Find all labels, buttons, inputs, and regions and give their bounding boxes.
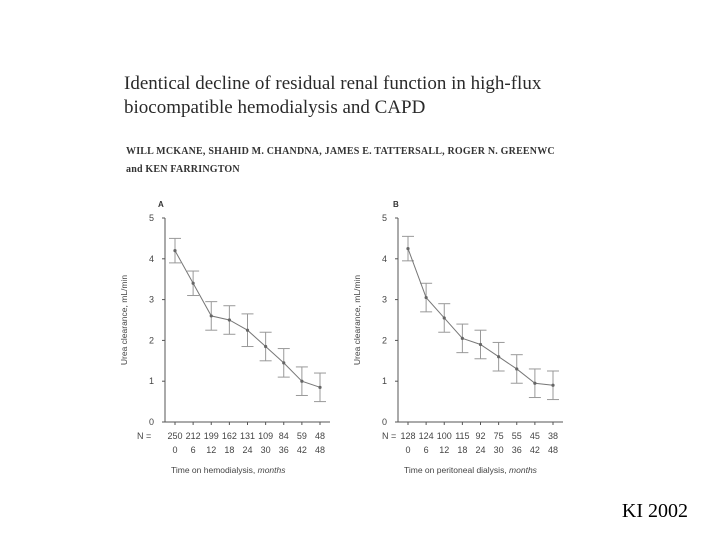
data-point (533, 382, 536, 385)
n-value: 212 (185, 431, 201, 441)
n-value: 250 (167, 431, 183, 441)
x-axis-label-main: Time on peritoneal dialysis, (404, 465, 510, 475)
x-axis-label (404, 465, 538, 475)
y-tick-label: 5 (149, 213, 155, 223)
data-point (406, 247, 409, 250)
citation: KI 2002 (621, 500, 688, 522)
n-value: 115 (455, 431, 470, 441)
x-axis-label-unit: months (257, 465, 286, 475)
x-tick-label: 36 (278, 445, 289, 455)
x-tick-label: 24 (242, 445, 253, 455)
x-tick-label: 0 (172, 445, 178, 455)
data-point (497, 355, 500, 358)
y-tick-label: 4 (382, 253, 388, 264)
x-axis-label (171, 465, 286, 475)
series-line (408, 249, 553, 386)
chart-panel-a (119, 200, 330, 475)
data-point (425, 296, 428, 299)
n-value: 128 (400, 431, 416, 441)
n-value: 131 (239, 431, 256, 441)
n-value: 199 (203, 431, 219, 441)
n-value: 45 (529, 431, 540, 441)
y-tick-label: 2 (149, 335, 155, 346)
data-point (282, 361, 285, 364)
x-tick-label: 48 (314, 445, 326, 455)
data-point (173, 249, 176, 252)
y-tick-label: 1 (149, 376, 155, 387)
x-tick-label: 12 (206, 445, 217, 455)
n-value: 48 (314, 431, 326, 441)
x-axis-label-unit: months (509, 465, 537, 475)
y-tick-label: 1 (382, 376, 388, 387)
x-tick-label: 36 (511, 445, 522, 455)
n-value: 124 (418, 431, 434, 441)
n-value: 84 (278, 431, 289, 441)
y-tick-label: 0 (149, 417, 155, 427)
x-tick-label: 18 (224, 445, 235, 455)
n-value: 92 (475, 431, 486, 441)
n-value: 100 (436, 431, 452, 441)
x-tick-label: 42 (529, 445, 540, 455)
x-tick-label: 30 (493, 445, 504, 455)
x-tick-label: 6 (190, 445, 196, 455)
n-value: 75 (493, 431, 504, 441)
y-tick-label: 0 (382, 417, 388, 427)
n-value: 109 (258, 431, 274, 441)
data-point (264, 345, 267, 348)
data-point (192, 282, 195, 285)
authors-line-1: WILL MCKANE, SHAHID M. CHANDNA, JAMES E. TATTERSALL, ROGER N. GREENWC (126, 146, 555, 157)
x-tick-label: 24 (475, 445, 486, 455)
data-point (228, 318, 231, 321)
x-tick-label: 12 (439, 445, 450, 455)
n-label: N = (137, 431, 152, 441)
data-point (461, 337, 464, 340)
y-axis-label: Urea clearance, mL/min (352, 274, 362, 366)
data-point (551, 384, 554, 387)
y-tick-label: 4 (149, 253, 155, 264)
data-point (443, 316, 446, 319)
data-point (318, 386, 321, 389)
x-tick-label: 42 (296, 445, 307, 455)
y-tick-label: 3 (382, 294, 388, 305)
x-tick-label: 18 (457, 445, 468, 455)
y-axis-label: Urea clearance, mL/min (119, 274, 129, 366)
title-line-1: Identical decline of residual renal function in high-flux (124, 73, 542, 94)
data-point (210, 314, 213, 317)
x-axis-label-main: Time on hemodialysis, (171, 465, 258, 475)
panel-label: B (393, 200, 399, 209)
data-point (479, 343, 482, 346)
x-tick-label: 0 (405, 445, 411, 455)
y-tick-label: 2 (382, 335, 388, 346)
panel-label: A (158, 200, 164, 209)
chart-panel-b (352, 200, 563, 475)
x-tick-label: 6 (423, 445, 429, 455)
y-tick-label: 3 (149, 294, 155, 305)
data-point (300, 380, 303, 383)
y-tick-label: 5 (382, 213, 388, 223)
n-label: N = (382, 431, 397, 441)
data-point (246, 329, 249, 332)
n-value: 162 (221, 431, 237, 441)
x-tick-label: 48 (547, 445, 559, 455)
data-point (515, 367, 518, 370)
x-tick-label: 30 (260, 445, 271, 455)
n-value: 55 (511, 431, 522, 441)
title-line-2: biocompatible hemodialysis and CAPD (124, 97, 426, 118)
authors-line-2: and KEN FARRINGTON (126, 164, 240, 175)
n-value: 59 (296, 431, 307, 441)
n-value: 38 (547, 431, 559, 441)
